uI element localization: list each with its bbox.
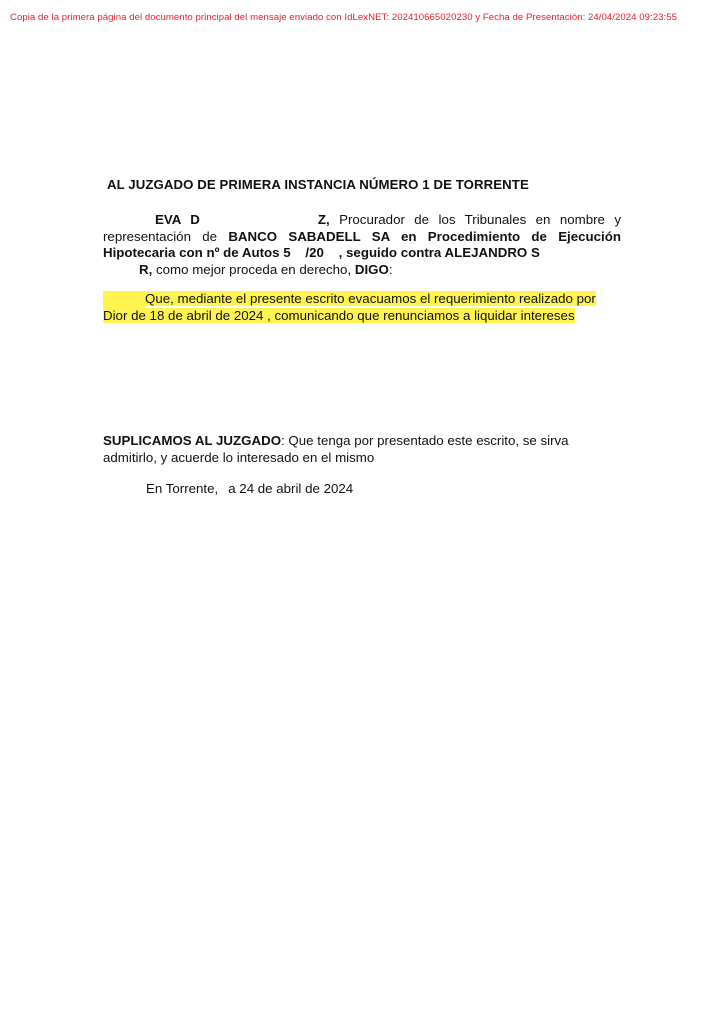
intro-line1-rest: Procurador de los Tribunales en nombre y: [339, 212, 621, 227]
intro-line4-colon: :: [388, 261, 393, 277]
procurador-last-name: Z,: [317, 212, 330, 227]
highlight-line-2-text: Dior de 18 de abril de 2024 , comunicando que renunciamos a liquidar intereses: [103, 307, 575, 323]
suplica-line1-rest: : Que tenga por presentado este escrito, se sirva: [281, 433, 569, 448]
document-title: AL JUZGADO DE PRIMERA INSTANCIA NÚMERO 1 DE TORRENTE: [107, 177, 529, 192]
intro-line4-bold-start: R,: [139, 261, 153, 277]
procurador-first-name: EVA D: [155, 212, 200, 227]
intro-line-2: [103, 229, 621, 246]
intro-line-4: [103, 262, 621, 279]
highlight-line-2: [103, 308, 621, 325]
intro-line3-bold: Hipotecaria con nº de Autos 5 /20 , seguido contra ALEJANDRO S: [103, 245, 540, 260]
intro-paragraph: [103, 212, 621, 278]
closing-date: a 24 de abril de 2024: [228, 481, 354, 496]
intro-line-1: [103, 212, 621, 229]
intro-line2-bold: BANCO SABADELL SA en Procedimiento de Ejecución: [228, 228, 621, 244]
suplica-label: SUPLICAMOS AL JUZGADO: [103, 433, 282, 448]
highlighted-paragraph: [103, 291, 621, 324]
closing-place: En Torrente,: [146, 481, 219, 496]
intro-line2-plain: representación de: [103, 228, 218, 244]
highlight-line-1: [103, 291, 621, 308]
suplica-line-2: admitirlo, y acuerde lo interesado en el mismo: [103, 449, 375, 465]
intro-line-3: [103, 245, 621, 262]
submission-stamp: Copia de la primera página del documento principal del mensaje enviado con IdLexNET: 202410665020230 y Fecha de Presentación: 24/04/2024 09:23:55: [10, 12, 678, 23]
intro-line4-bold-end: DIGO: [354, 261, 389, 277]
suplica-line-1: [103, 433, 603, 450]
highlight-line-1-text: Que, mediante el presente escrito evacuamos el requerimiento realizado por: [145, 291, 596, 306]
suplica-paragraph: [103, 433, 603, 466]
intro-line4-plain: como mejor proceda en derecho,: [156, 261, 352, 277]
closing-line: [146, 481, 664, 498]
